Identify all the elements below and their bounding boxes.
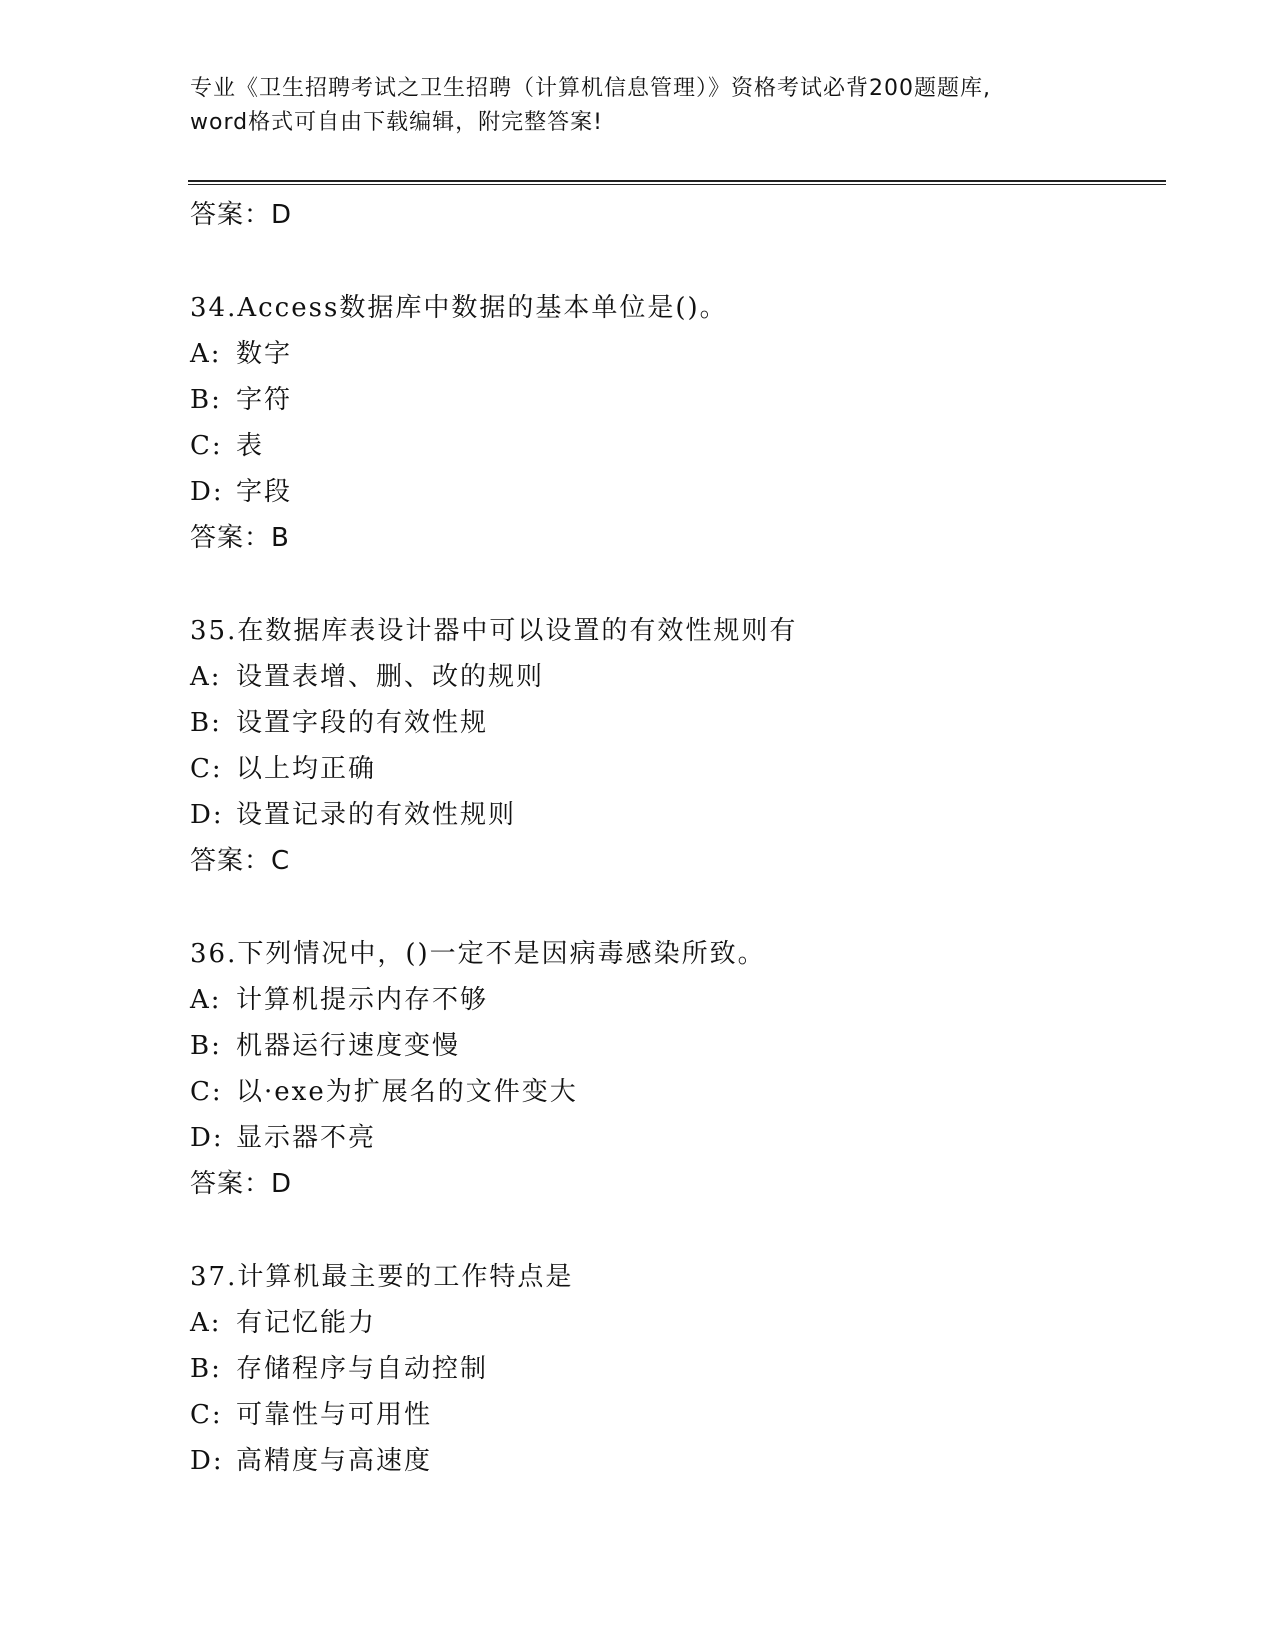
previous-answer: 答案：D <box>190 200 293 230</box>
header-line-1: 专业《卫生招聘考试之卫生招聘（计算机信息管理）》资格考试必背200题题库, <box>190 76 991 101</box>
option-c <box>190 1392 1150 1438</box>
option-d <box>190 1115 1150 1161</box>
question-stem: 34.Access数据库中数据的基本单位是()。 <box>190 293 728 323</box>
option-letter: A: <box>190 662 222 692</box>
option-letter: A: <box>190 339 222 369</box>
option-text: 字段 <box>236 477 293 507</box>
option-letter: C: <box>190 754 223 784</box>
option-c <box>190 746 1150 792</box>
option-text: 字符 <box>236 385 293 415</box>
option-text: 设置表增、删、改的规则 <box>236 662 545 692</box>
option-text: 可靠性与可用性 <box>236 1400 433 1430</box>
question-36 <box>190 931 1150 1207</box>
answer: 答案：C <box>190 846 291 876</box>
option-c <box>190 423 1150 469</box>
question-34 <box>190 285 1150 561</box>
document-header <box>190 72 1090 140</box>
option-letter: C: <box>190 431 223 461</box>
question-list <box>190 192 1150 1484</box>
question-37 <box>190 1254 1150 1484</box>
option-d <box>190 469 1150 515</box>
option-b <box>190 700 1150 746</box>
option-text: 机器运行速度变慢 <box>236 1031 461 1061</box>
question-stem: 35.在数据库表设计器中可以设置的有效性规则有 <box>190 616 798 646</box>
option-text: 以·exe为扩展名的文件变大 <box>236 1077 578 1107</box>
option-b <box>190 1346 1150 1392</box>
option-letter: B: <box>190 708 222 738</box>
option-letter: A: <box>190 1308 222 1338</box>
option-text: 高精度与高速度 <box>236 1446 433 1476</box>
option-a <box>190 654 1150 700</box>
answer: 答案：B <box>190 523 290 553</box>
option-letter: A: <box>190 985 222 1015</box>
question-35 <box>190 608 1150 884</box>
option-text: 数字 <box>236 339 293 369</box>
option-letter: B: <box>190 1354 222 1384</box>
option-a <box>190 977 1150 1023</box>
option-d <box>190 792 1150 838</box>
option-text: 有记忆能力 <box>236 1308 377 1338</box>
option-text: 存储程序与自动控制 <box>236 1354 489 1384</box>
question-stem: 37.计算机最主要的工作特点是 <box>190 1262 574 1292</box>
header-divider <box>188 180 1166 185</box>
option-letter: B: <box>190 385 222 415</box>
answer: 答案：D <box>190 1169 293 1199</box>
option-text: 以上均正确 <box>236 754 377 784</box>
option-text: 表 <box>236 431 265 461</box>
option-d <box>190 1438 1150 1484</box>
option-text: 设置字段的有效性规 <box>236 708 489 738</box>
question-stem: 36.下列情况中，()一定不是因病毒感染所致。 <box>190 939 766 969</box>
option-letter: B: <box>190 1031 222 1061</box>
option-letter: C: <box>190 1077 223 1107</box>
option-b <box>190 377 1150 423</box>
header-line-2: word格式可自由下载编辑，附完整答案! <box>190 110 603 135</box>
option-letter: D: <box>190 1123 224 1153</box>
option-text: 设置记录的有效性规则 <box>236 800 517 830</box>
option-letter: C: <box>190 1400 223 1430</box>
option-letter: D: <box>190 477 224 507</box>
option-text: 计算机提示内存不够 <box>236 985 489 1015</box>
option-letter: D: <box>190 1446 224 1476</box>
option-c <box>190 1069 1150 1115</box>
option-a <box>190 331 1150 377</box>
option-a <box>190 1300 1150 1346</box>
option-text: 显示器不亮 <box>236 1123 377 1153</box>
option-letter: D: <box>190 800 224 830</box>
option-b <box>190 1023 1150 1069</box>
